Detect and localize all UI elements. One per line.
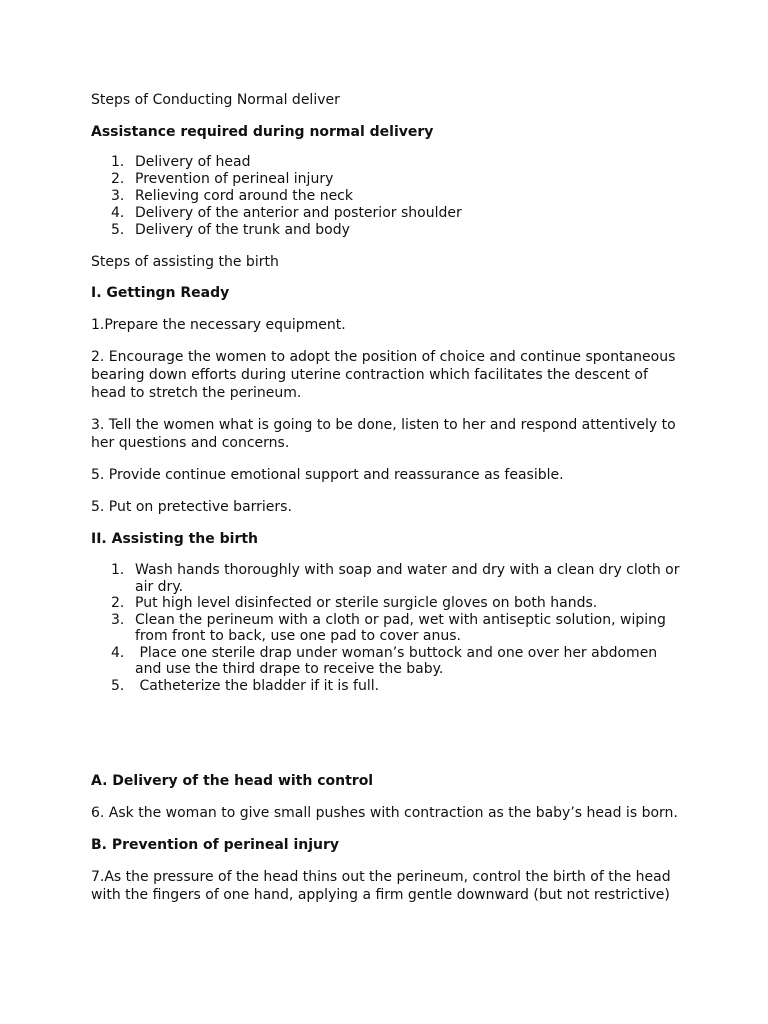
assistance-list [91, 154, 691, 239]
blank-space [91, 708, 691, 772]
getting-ready-step-4: 5. Provide continue emotional support and reassurance as feasible. [91, 467, 564, 483]
list-text: Wash hands thoroughly with soap and water and dry with a clean dry cloth or [135, 562, 680, 578]
list-item [91, 188, 691, 205]
list-text: Delivery of the trunk and body [135, 222, 350, 238]
document-page [91, 91, 691, 918]
list-number: 3. [111, 611, 125, 628]
steps-intro: Steps of assisting the birth [91, 254, 279, 270]
list-text: Put high level disinfected or sterile surgicle gloves on both hands. [135, 595, 598, 611]
document-title: Steps of Conducting Normal deliver [91, 92, 340, 108]
list-number: 1. [111, 562, 125, 578]
section-assisting-birth-heading: II. Assisting the birth [91, 531, 259, 547]
list-item [91, 645, 691, 678]
list-item [91, 612, 691, 645]
text-line: head to stretch the perineum. [91, 385, 302, 401]
text-line: 2. Encourage the women to adopt the position of choice and continue spontaneous [91, 349, 676, 365]
list-item [91, 678, 691, 695]
section-a-heading: A. Delivery of the head with control [91, 773, 374, 789]
list-number: 3. [111, 188, 125, 204]
text-line: 7.As the pressure of the head thins out the perineum, control the birth of the head [91, 869, 671, 885]
section-b-heading: B. Prevention of perineal injury [91, 837, 340, 853]
text-line: with the fingers of one hand, applying a firm gentle downward (but not restrictive) [91, 887, 670, 903]
list-text: and use the third drape to receive the baby. [135, 661, 444, 677]
list-number: 2. [111, 171, 125, 187]
list-item [91, 595, 691, 612]
list-number: 5. [111, 222, 125, 238]
list-number: 4. [111, 644, 125, 661]
list-item [91, 154, 691, 171]
assisting-birth-list [91, 562, 691, 694]
getting-ready-step-1: 1.Prepare the necessary equipment. [91, 317, 346, 333]
getting-ready-step-5: 5. Put on pretective barriers. [91, 499, 292, 515]
assistance-heading: Assistance required during normal delivery [91, 124, 434, 140]
list-item [91, 171, 691, 188]
list-item [91, 562, 691, 595]
text-line: bearing down efforts during uterine contraction which facilitates the descent of [91, 367, 648, 383]
list-number: 2. [111, 595, 125, 611]
list-item [91, 222, 691, 239]
section-b-step-7 [91, 868, 691, 904]
list-item [91, 205, 691, 222]
list-text: Relieving cord around the neck [135, 188, 353, 204]
list-text: Delivery of the anterior and posterior shoulder [135, 205, 462, 221]
list-text: from front to back, use one pad to cover anus. [135, 628, 461, 644]
list-number: 4. [111, 205, 125, 221]
list-text: Prevention of perineal injury [135, 171, 334, 187]
list-number: 1. [111, 154, 125, 170]
list-text: Catheterize the bladder if it is full. [135, 677, 380, 694]
list-text: Delivery of head [135, 154, 251, 170]
list-text: air dry. [135, 578, 184, 595]
section-a-step-6: 6. Ask the woman to give small pushes with contraction as the baby’s head is born. [91, 805, 678, 821]
section-getting-ready-heading: I. Gettingn Ready [91, 285, 230, 301]
list-text: Place one sterile drap under woman’s buttock and one over her abdomen [135, 644, 658, 661]
text-line: 3. Tell the women what is going to be done, listen to her and respond attentively to [91, 417, 676, 433]
list-number: 5. [111, 677, 125, 694]
getting-ready-step-3 [91, 416, 691, 452]
list-text: Clean the perineum with a cloth or pad, wet with antiseptic solution, wiping [135, 611, 666, 628]
text-line: her questions and concerns. [91, 435, 290, 451]
getting-ready-step-2 [91, 348, 691, 402]
